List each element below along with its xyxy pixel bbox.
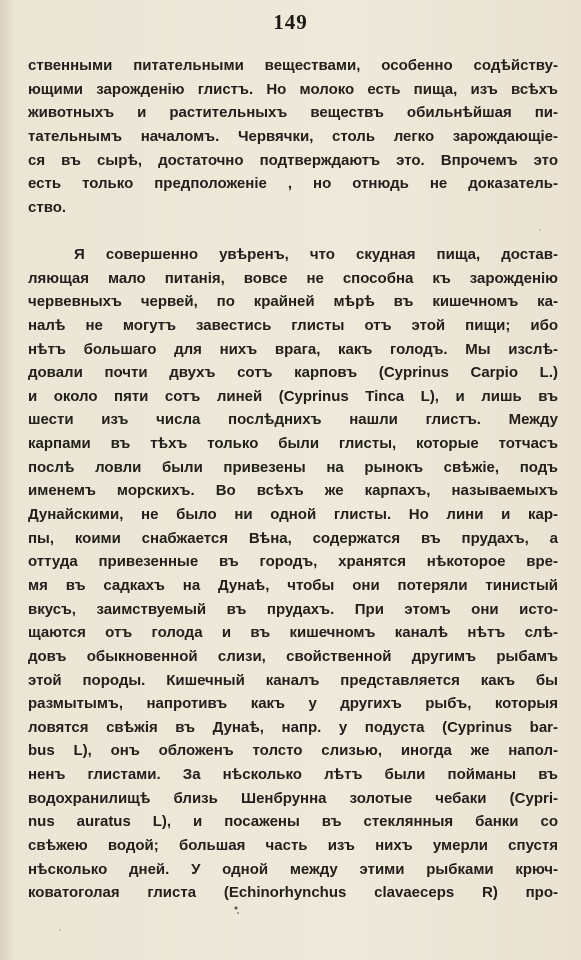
text-line: шести изъ числа послѣднихъ нашли глистъ. Между xyxy=(28,411,558,429)
text-line: ненъ глистами. За нѣсколько лѣтъ были пойманы въ xyxy=(28,766,558,784)
text-line: ловятся свѣжія въ Дунаѣ, напр. у подуста (Cyprinus bar- xyxy=(28,718,558,736)
text-line: и около пяти сотъ линей (Cyprinus Tinca L), и лишь въ xyxy=(28,387,558,405)
text-line: червевныхъ червей, по крайней мѣрѣ въ кишечномъ ка- xyxy=(28,293,558,311)
text-line: щаются отъ голода и въ кишечномъ каналѣ нѣтъ слѣ- xyxy=(28,624,558,642)
text-line: нѣтъ большаго для нихъ врага, какъ голодъ. Мы изслѣ- xyxy=(28,340,558,358)
text-line: этой породы. Кишечный каналъ представляется какъ бы xyxy=(28,671,558,689)
paragraph-1 xyxy=(28,54,558,219)
text-line: ляющая мало питанія, вовсе не способна къ зарожденію xyxy=(28,269,558,287)
text-line: размытымъ, напротивъ какъ у другихъ рыбъ, которыя xyxy=(28,695,558,713)
text-line: водохранилищѣ близь Шенбрунна золотые чебаки (Cypri- xyxy=(28,789,558,807)
text-line: Я совершенно увѣренъ, что скудная пища, достав- xyxy=(74,246,558,263)
text-line: коватоголая глиста (Echinorhynchus clavaeceps R) про- xyxy=(28,884,558,902)
text-line: есть только предположеніе , но отнюдь не доказатель- xyxy=(28,175,558,193)
text-line: именемъ морскихъ. Во всѣхъ же карпахъ, называемыхъ xyxy=(28,482,558,500)
text-line: карпами въ тѣхъ только были глисты, которые тотчасъ xyxy=(28,435,558,453)
text-line: пы, коими снабжается Вѣна, содержатся въ прудахъ, а xyxy=(28,529,558,547)
text-line: нѣсколько дней. У одной между этими рыбками крюч- xyxy=(28,860,558,878)
page-number: 149 xyxy=(273,10,308,34)
text-line: nus auratus L), и посажены въ стеклянныя банки со xyxy=(28,813,558,831)
text-line: тательнымъ началомъ. Червячки, столь легко зарождающіе- xyxy=(28,127,558,145)
text-line: Дунайскими, не было ни одной глисты. Но лини и кар- xyxy=(28,506,558,524)
text-line: довъ обыкновенной слизи, свойственной другимъ рыбамъ xyxy=(28,647,558,665)
text-line: ственными питательными веществами, особенно содѣйству- xyxy=(28,57,558,74)
text-line: вкусъ, заимствуемый въ прудахъ. При этомъ они исто- xyxy=(28,600,558,618)
text-line: оттуда привезенные въ городъ, хранятся нѣкоторое вре- xyxy=(28,553,558,571)
text-line: налѣ не могутъ завестись глисты отъ этой пищи; ибо xyxy=(28,316,558,334)
text-line: мя въ садкахъ на Дунаѣ, чтобы они потеряли тинистый xyxy=(28,576,558,594)
text-line: ство. xyxy=(28,198,67,216)
text-line: послѣ ловли были привезены на рынокъ свѣжіе, подъ xyxy=(28,458,558,476)
text-line: ющими зарожденію глистъ. Но молоко есть пища, изъ всѣхъ xyxy=(28,80,558,98)
paragraph-2 xyxy=(28,243,558,905)
text-line: bus L), онъ обложенъ толсто слизью, иногда же напол- xyxy=(28,742,558,760)
text-line: свѣжею водой; большая часть изъ нихъ умерли спустя xyxy=(28,837,558,855)
text-line: довали почти двухъ сотъ карповъ (Cyprinus Carpio L.) xyxy=(28,364,558,382)
text-line: животныхъ и растительныхъ веществъ обильнѣйшая пи- xyxy=(28,104,558,122)
text-line: ся въ сырѣ, достаточно подтверждаютъ это. Впрочемъ это xyxy=(28,151,558,169)
